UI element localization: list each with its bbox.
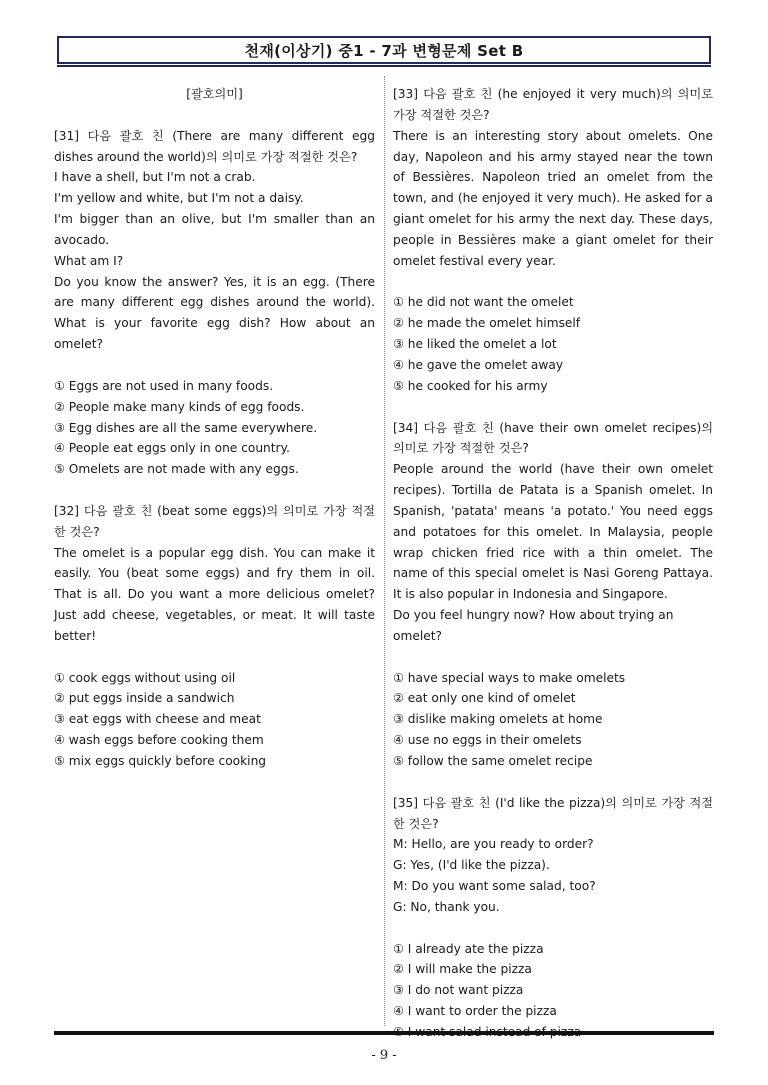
q34-passage-2: Do you feel hungry now? How about trying an omelet? <box>393 608 674 643</box>
q31-stem: [31] 다음 괄호 친 (There are many different egg dishes around the world)의 의미로 가장 적절한 것은? <box>54 128 375 164</box>
q31-option-1: ① Eggs are not used in many foods. <box>54 378 274 393</box>
q35-option-4: ④ I want to order the pizza <box>393 1004 557 1019</box>
q33-option-5: ⑤ he cooked for his army <box>393 378 548 393</box>
left-column <box>54 84 375 772</box>
q34-stem: [34] 다음 괄호 친 (have their own omelet recipes)의 의미로 가장 적절한 것은? <box>393 420 713 456</box>
q33-option-4: ④ he gave the omelet away <box>393 357 564 372</box>
bottom-rule <box>54 1031 714 1035</box>
q33-passage: There is an interesting story about omelets. One day, Napoleon and his army stayed near the town of Bessières. Napoleon tried an omelet from the town, and (he enjoyed it very much). He asked for a giant omelet for his army the next day. These days, people in Bessières make a giant omelet for their omelet festival every year. <box>393 128 713 268</box>
q35-stem: [35] 다음 괄호 친 (I'd like the pizza)의 의미로 가장 적절한 것은? <box>393 795 713 831</box>
q32-option-5: ⑤ mix eggs quickly before cooking <box>54 754 267 768</box>
q32-passage: The omelet is a popular egg dish. You can make it easily. You (beat some eggs) and fry them in oil. That is all. Do you want a more delicious omelet? Just add cheese, vegetables, or meat. It will taste better! <box>54 545 375 643</box>
q35-option-3: ③ I do not want pizza <box>393 983 524 998</box>
q35-dialogue-3: M: Do you want some salad, too? <box>393 879 596 894</box>
q33-option-3: ③ he liked the omelet a lot <box>393 337 557 352</box>
page-number: - 9 - <box>371 1048 397 1063</box>
section-title: [괄호의미] <box>186 87 243 101</box>
q34-option-5: ⑤ follow the same omelet recipe <box>393 754 593 768</box>
page-title: 천재(이상기) 중1 - 7과 변형문제 Set B <box>57 36 711 64</box>
q31-option-4: ④ People eat eggs only in one country. <box>54 441 290 456</box>
q34-passage: People around the world (have their own omelet recipes). Tortilla de Patata is a Spanish omelet. In Spanish, 'patata' means 'a potato.' You need eggs and potatoes for this omelet. In Malaysia, people wrap chicken fried rice with a thin omelet. The name of this special omelet is Nasi Goreng Pattaya. It is also popular in Indonesia and Singapore. <box>393 462 713 602</box>
q32-option-1: ① cook eggs without using oil <box>54 670 236 685</box>
q31-line-2: I'm yellow and white, but I'm not a daisy. <box>54 191 304 206</box>
q35-option-2: ② I will make the pizza <box>393 962 532 977</box>
q31-option-2: ② People make many kinds of egg foods. <box>54 399 305 414</box>
right-column <box>393 84 713 1043</box>
q33-option-1: ① he did not want the omelet <box>393 295 574 310</box>
q32-option-4: ④ wash eggs before cooking them <box>54 733 264 748</box>
column-divider <box>384 76 385 1026</box>
q32-stem: [32] 다음 괄호 친 (beat some eggs)의 의미로 가장 적절한 것은? <box>54 503 375 539</box>
q35-dialogue-2: G: Yes, (I'd like the pizza). <box>393 858 550 873</box>
q32-option-2: ② put eggs inside a sandwich <box>54 691 235 706</box>
q34-option-1: ① have special ways to make omelets <box>393 670 626 685</box>
q31-line-1: I have a shell, but I'm not a crab. <box>54 170 256 185</box>
q35-dialogue-4: G: No, thank you. <box>393 899 500 914</box>
q31-line-4: What am I? <box>54 253 124 268</box>
q34-option-3: ③ dislike making omelets at home <box>393 712 603 727</box>
q32-option-3: ③ eat eggs with cheese and meat <box>54 712 261 727</box>
q34-option-2: ② eat only one kind of omelet <box>393 691 576 706</box>
q31-option-5: ⑤ Omelets are not made with any eggs. <box>54 462 299 477</box>
q33-option-2: ② he made the omelet himself <box>393 316 581 331</box>
q31-option-3: ③ Egg dishes are all the same everywhere. <box>54 420 318 435</box>
q34-option-4: ④ use no eggs in their omelets <box>393 733 582 748</box>
q31-line-5: Do you know the answer? Yes, it is an egg. (There are many different egg dishes around the world). What is your favorite egg dish? How about an omelet? <box>54 274 375 352</box>
q33-stem: [33] 다음 괄호 친 (he enjoyed it very much)의 의미로 가장 적절한 것은? <box>393 87 713 122</box>
q31-line-3: I'm bigger than an olive, but I'm smaller than an avocado. <box>54 212 375 247</box>
q35-option-1: ① I already ate the pizza <box>393 941 544 956</box>
q35-dialogue-1: M: Hello, are you ready to order? <box>393 837 594 852</box>
